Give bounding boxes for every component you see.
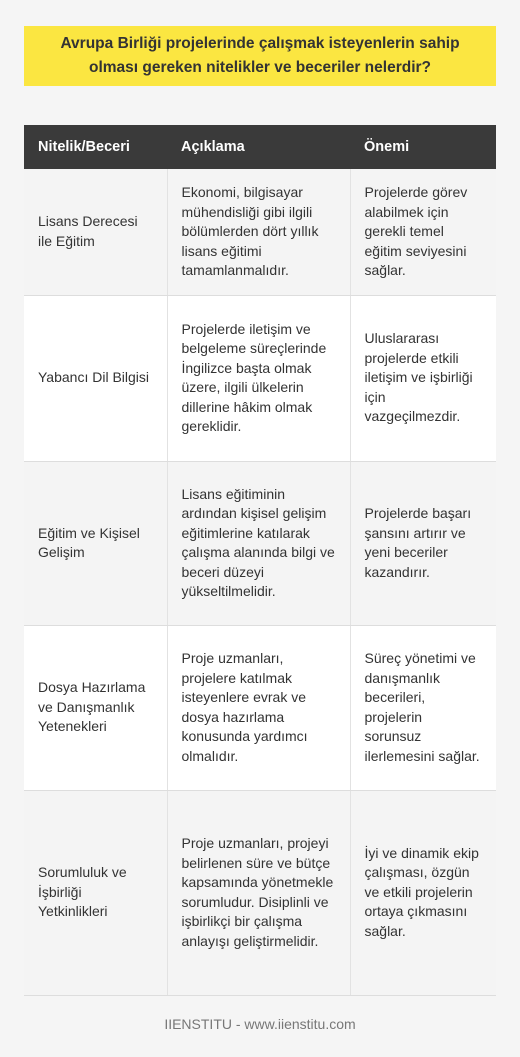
table-header-row: [24, 125, 496, 169]
table-row: [24, 461, 496, 625]
cell-skill: Sorumluluk ve İşbirliği Yetkinlikleri: [24, 790, 167, 995]
header-importance: Önemi: [350, 125, 496, 169]
cell-importance: Projelerde görev alabilmek için gerekli temel eğitim seviyesini sağlar.: [350, 169, 496, 295]
cell-description: Ekonomi, bilgisayar mühendisliği gibi ilgili bölümlerden dört yıllık lisans eğitimi tamamlanmalıdır.: [167, 169, 350, 295]
cell-importance: Süreç yönetimi ve danışmanlık becerileri, projelerin sorunsuz ilerlemesini sağlar.: [350, 625, 496, 790]
table-row: [24, 295, 496, 461]
cell-importance: İyi ve dinamik ekip çalışması, özgün ve etkili projelerin ortaya çıkmasını sağlar.: [350, 790, 496, 995]
footer-credit: IIENSTITU - www.iienstitu.com: [164, 1016, 356, 1032]
cell-description: Proje uzmanları, projelere katılmak isteyenlere evrak ve dosya hazırlama konusunda yardımcı olmalıdır.: [167, 625, 350, 790]
cell-importance: Projelerde başarı şansını artırır ve yeni beceriler kazandırır.: [350, 461, 496, 625]
table-row: [24, 169, 496, 295]
table-row: [24, 790, 496, 995]
cell-skill: Yabancı Dil Bilgisi: [24, 295, 167, 461]
cell-skill: Lisans Derecesi ile Eğitim: [24, 169, 167, 295]
header-description: Açıklama: [167, 125, 350, 169]
skills-table: [24, 125, 496, 996]
cell-description: Proje uzmanları, projeyi belirlenen süre ve bütçe kapsamında yönetmekle sorumludur. Disiplinli ve işbirlikçi bir çalışma anlayışı geliştirmelidir.: [167, 790, 350, 995]
cell-skill: Dosya Hazırlama ve Danışmanlık Yetenekleri: [24, 625, 167, 790]
title-banner: [24, 26, 496, 86]
cell-skill: Eğitim ve Kişisel Gelişim: [24, 461, 167, 625]
page-title: Avrupa Birliği projelerinde çalışmak isteyenlerin sahip olması gereken nitelikler ve beceriler nelerdir?: [60, 35, 460, 76]
cell-importance: Uluslararası projelerde etkili iletişim ve işbirliği için vazgeçilmezdir.: [350, 295, 496, 461]
cell-description: Lisans eğitiminin ardından kişisel gelişim eğitimlerine katılarak çalışma alanında bilgi ve beceri düzeyi yükseltilmelidir.: [167, 461, 350, 625]
table-row: [24, 625, 496, 790]
header-skill: Nitelik/Beceri: [24, 125, 167, 169]
cell-description: Projelerde iletişim ve belgeleme süreçlerinde İngilizce başta olmak üzere, ilgili ülkelerin dillerine hâkim olmak gereklidir.: [167, 295, 350, 461]
